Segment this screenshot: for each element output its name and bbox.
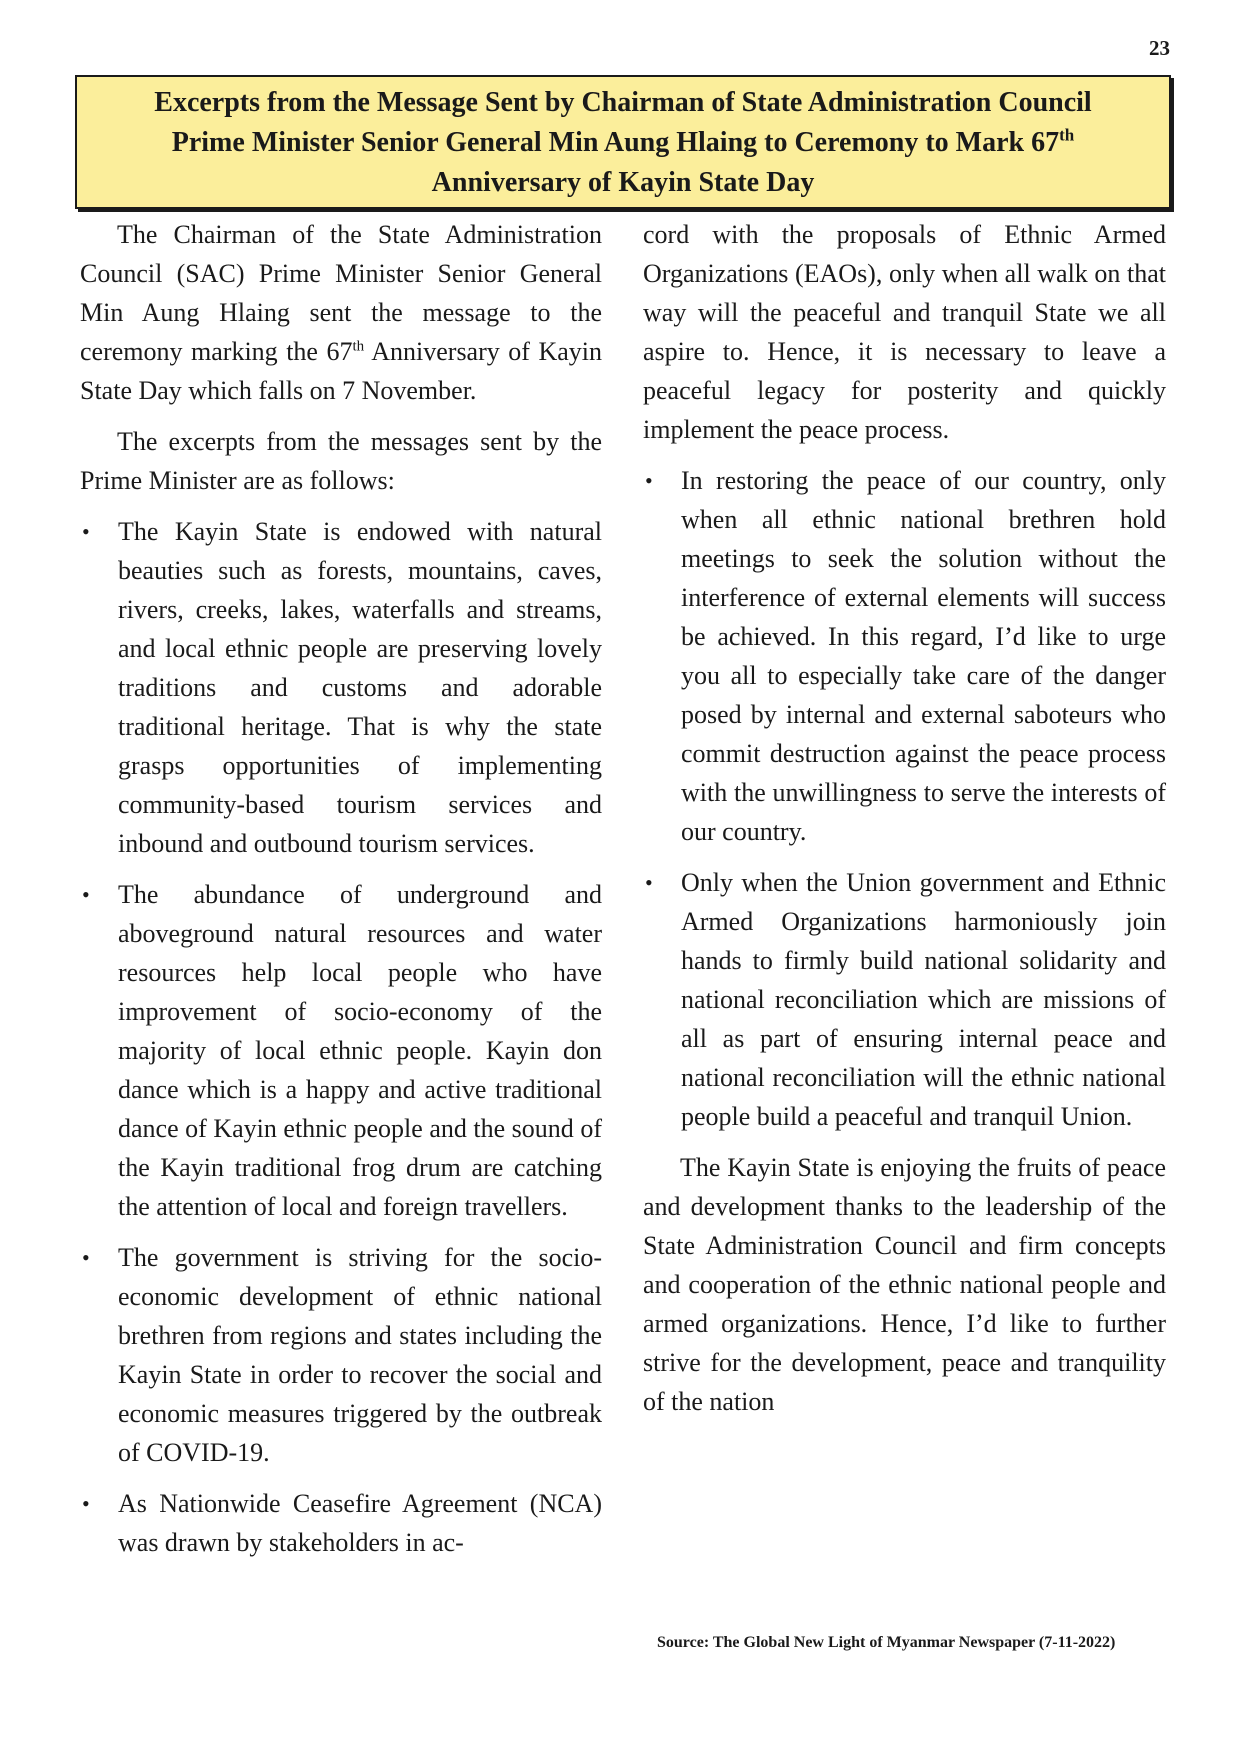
bullet-text: In restoring the peace of our country, only when all ethnic national brethren hold meetings to seek the solution without the interference of external elements will success be achieved. In this regard, I’d like to urge you all to especially take care of the danger posed by internal and external saboteurs who commit destruction against the peace process with the unwillingness to serve the interests of our country. — [681, 466, 1166, 846]
left-column — [80, 215, 602, 1574]
excerpts-intro-paragraph: The excerpts from the messages sent by the Prime Minister are as follows: — [80, 427, 602, 495]
closing-paragraph: The Kayin State is enjoying the fruits of peace and development thanks to the leadership of the State Administration Council and firm concepts and cooperation of the ethnic national people and armed organizations. Hence, I’d like to further strive for the development, peace and tranquility of the nation — [643, 1153, 1166, 1416]
bullet-item — [80, 512, 602, 863]
bullet-icon: • — [645, 468, 653, 493]
bullet-item — [643, 461, 1166, 851]
bullet-item — [80, 1484, 602, 1562]
bullet-text: The government is striving for the socio-economic development of ethnic national brethren from regions and states including the Kayin State in order to recover the social and economic measures triggered by the outbreak of COVID-19. — [118, 1243, 602, 1467]
intro-text-2: Anniversary of Kayin State Day which falls on 7 November. — [80, 337, 602, 405]
bullet-text: Only when the Union government and Ethnic Armed Organizations harmoniously join hands to firmly build national solidarity and national reconciliation which are missions of all as part of ensuring internal peace and national reconciliation will the ethnic national people build a peaceful and tranquil Union. — [681, 868, 1166, 1131]
title-line-1: Excerpts from the Message Sent by Chairman of State Administration Council — [154, 87, 1092, 118]
page-number: 23 — [1149, 36, 1170, 60]
bullet-icon: • — [82, 882, 90, 907]
right-bullet-list — [643, 461, 1166, 1136]
bullet-item — [80, 875, 602, 1226]
right-column — [643, 215, 1166, 1433]
bullet-icon: • — [645, 870, 653, 895]
bullet-icon: • — [82, 1245, 90, 1270]
bullet-icon: • — [82, 1491, 90, 1516]
title-superscript: th — [1059, 125, 1075, 145]
title-line-3: Anniversary of Kayin State Day — [431, 167, 815, 198]
bullet-item — [80, 1238, 602, 1472]
bullet-text: As Nationwide Ceasefire Agreement (NCA) was drawn by stakeholders in ac- — [118, 1489, 602, 1557]
title-line-2-text: Prime Minister Senior General Min Aung Hlaing to Ceremony to Mark 67 — [171, 127, 1060, 158]
source-citation: Source: The Global New Light of Myanmar Newspaper (7-11-2022) — [657, 1634, 1116, 1651]
left-bullet-list — [80, 512, 602, 1562]
bullet-icon: • — [82, 519, 90, 544]
intro-superscript: th — [352, 338, 365, 355]
title-line-2 — [87, 123, 1159, 163]
bullet-text: The Kayin State is endowed with natural beauties such as forests, mountains, caves, rivers, creeks, lakes, waterfalls and streams, and local ethnic people are preserving lovely traditions and customs and adorable traditional heritage. That is why the state grasps opportunities of implementing community-based tourism services and inbound and outbound tourism services. — [118, 517, 602, 858]
bullet-text: The abundance of underground and aboveground natural resources and water resources help local people who have improvement of socio-economy of the majority of local ethnic people. Kayin don dance which is a happy and active traditional dance of Kayin ethnic people and the sound of the Kayin traditional frog drum are catching the attention of local and foreign travellers. — [118, 880, 602, 1221]
intro-paragraph — [80, 215, 602, 410]
bullet-continuation: cord with the proposals of Ethnic Armed Organizations (EAOs), only when all walk on that way will the peaceful and tranquil State we all aspire to. Hence, it is necessary to leave a peaceful legacy for posterity and quickly implement the peace process. — [643, 220, 1166, 444]
title-box — [75, 75, 1171, 209]
bullet-item — [643, 863, 1166, 1136]
intro-text-1: The Chairman of the State Administration Council (SAC) Prime Minister Senior General Min Aung Hlaing sent the message to the ceremony marking the 67 — [80, 220, 602, 366]
